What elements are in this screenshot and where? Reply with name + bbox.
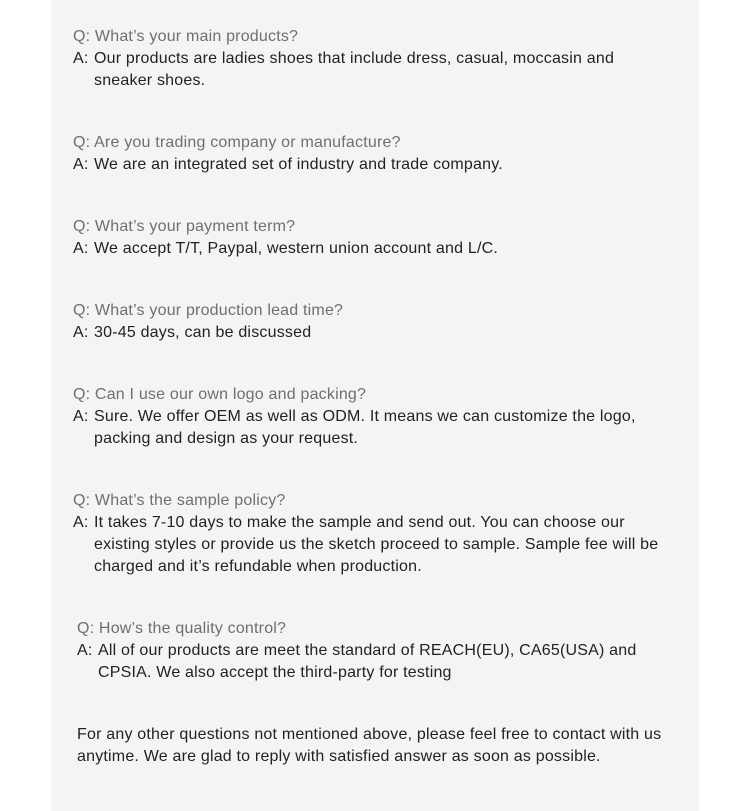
faq-item bbox=[77, 618, 637, 684]
faq-answer bbox=[73, 406, 673, 450]
answer-prefix: A: bbox=[73, 514, 89, 531]
faq-question: Q: What’s your production lead time? bbox=[73, 302, 344, 319]
answer-prefix: A: bbox=[73, 50, 89, 67]
faq-question: Q: Are you trading company or manufacture? bbox=[73, 134, 401, 151]
answer-prefix: A: bbox=[73, 408, 89, 425]
faq-item bbox=[73, 26, 673, 92]
answer-prefix: A: bbox=[73, 240, 89, 257]
answer-prefix: A: bbox=[77, 642, 93, 659]
faq-answer bbox=[73, 322, 673, 344]
faq-item bbox=[73, 384, 673, 450]
answer-prefix: A: bbox=[73, 324, 89, 341]
faq-question: Q: What’s your main products? bbox=[73, 28, 299, 45]
faq-item bbox=[73, 300, 673, 344]
faq-item bbox=[73, 132, 673, 176]
answer-text: Our products are ladies shoes that include dress, casual, moccasin and sneaker shoes. bbox=[94, 50, 615, 89]
answer-text: It takes 7-10 days to make the sample and send out. You can choose our existing styles or provide us the sketch proceed to sample. Sample fee will be charged and it’s refundable when production. bbox=[94, 514, 659, 575]
faq-answer bbox=[73, 238, 673, 260]
faq-item bbox=[73, 216, 673, 260]
answer-text: 30-45 days, can be discussed bbox=[94, 324, 312, 341]
closing-note: For any other questions not mentioned above, please feel free to contact with us anytime. We are glad to reply with satisfied answer as soon as possible. bbox=[77, 726, 662, 765]
answer-text: We are an integrated set of industry and trade company. bbox=[94, 156, 503, 173]
faq-answer bbox=[73, 154, 673, 176]
faq-question: Q: How’s the quality control? bbox=[77, 620, 287, 637]
answer-text: Sure. We offer OEM as well as ODM. It means we can customize the logo, packing and design as your request. bbox=[94, 408, 636, 447]
faq-answer bbox=[73, 512, 683, 578]
faq-question: Q: What’s the sample policy? bbox=[73, 492, 286, 509]
faq-answer bbox=[77, 640, 637, 684]
faq-question: Q: What’s your payment term? bbox=[73, 218, 296, 235]
faq-item bbox=[73, 490, 683, 578]
answer-text: We accept T/T, Paypal, western union account and L/C. bbox=[94, 240, 499, 257]
faq-answer bbox=[73, 48, 673, 92]
answer-prefix: A: bbox=[73, 156, 89, 173]
faq-question: Q: Can I use our own logo and packing? bbox=[73, 386, 367, 403]
answer-text: All of our products are meet the standard of REACH(EU), CA65(USA) and CPSIA. We also accept the third-party for testing bbox=[98, 642, 637, 681]
